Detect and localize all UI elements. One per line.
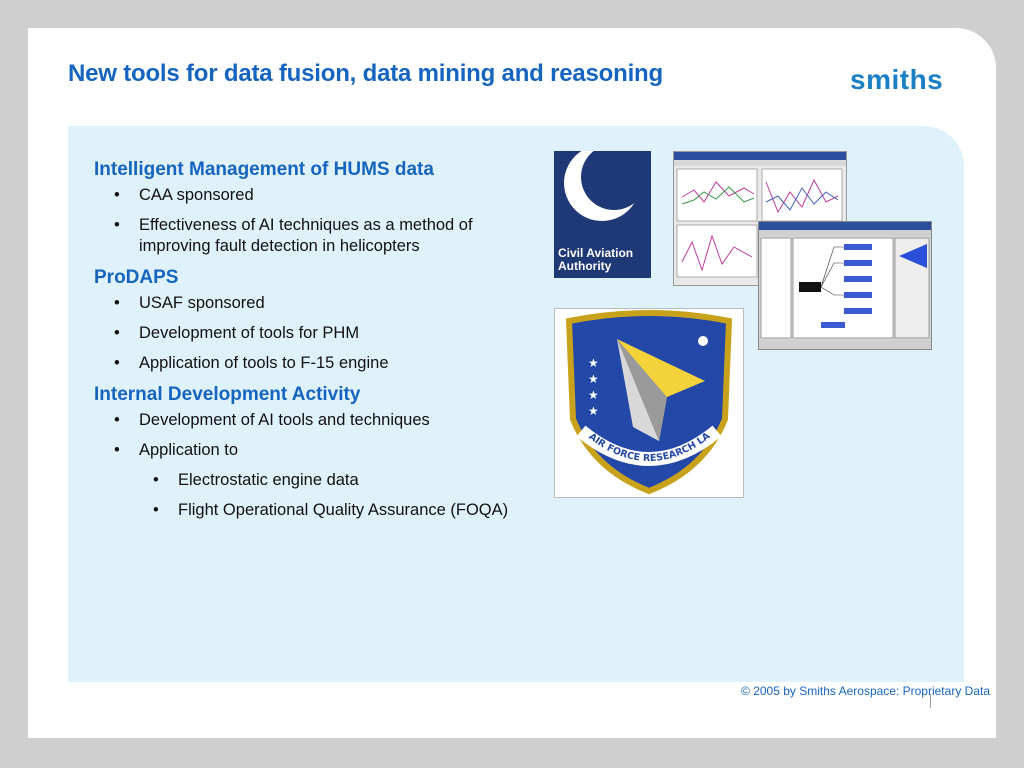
footer-copyright: © 2005 by Smiths Aerospace: Proprietary Data <box>741 684 990 698</box>
bullet-item: • USAF sponsored <box>94 293 514 314</box>
bullet-list-internal <box>94 410 514 521</box>
content-column <box>94 158 514 530</box>
slide <box>28 28 996 738</box>
caa-logo-text: Civil Aviation Authority <box>558 246 634 273</box>
tree-screenshot <box>758 221 932 350</box>
bullet-item: • CAA sponsored <box>94 185 514 206</box>
bullet-list-prodaps <box>94 293 514 374</box>
caa-logo <box>554 151 651 278</box>
content-panel <box>68 126 964 682</box>
bullet-item: • Effectiveness of AI techniques as a method of improving fault detection in helicopters <box>94 215 514 257</box>
bullet-item: • Application of tools to F-15 engine <box>94 353 514 374</box>
smiths-logo: smiths <box>850 64 944 95</box>
svg-text:★: ★ <box>588 388 599 402</box>
bullet-item: • Application to <box>94 440 514 461</box>
svg-text:AIR FORCE RESEARCH LABORATORY: AIR FORCE RESEARCH LA <box>586 430 713 465</box>
section-heading-hums: Intelligent Management of HUMS data <box>94 159 434 180</box>
slide-title: New tools for data fusion, data mining and reasoning <box>68 60 663 87</box>
svg-text:★: ★ <box>588 356 599 370</box>
svg-text:★: ★ <box>588 372 599 386</box>
tree-graphic <box>759 222 931 349</box>
bullet-item: • Development of AI tools and techniques <box>94 410 514 431</box>
bullet-item: • Development of tools for PHM <box>94 323 514 344</box>
sub-bullet-item: • Electrostatic engine data <box>94 470 514 491</box>
afrl-shield-icon <box>555 309 743 497</box>
afrl-emblem <box>554 308 744 498</box>
sub-bullet-item: • Flight Operational Quality Assurance (FOQA) <box>94 500 514 521</box>
section-heading-prodaps: ProDAPS <box>94 267 179 288</box>
bullet-list-hums <box>94 185 514 257</box>
svg-text:★: ★ <box>588 404 599 418</box>
section-heading-internal: Internal Development Activity <box>94 384 361 405</box>
